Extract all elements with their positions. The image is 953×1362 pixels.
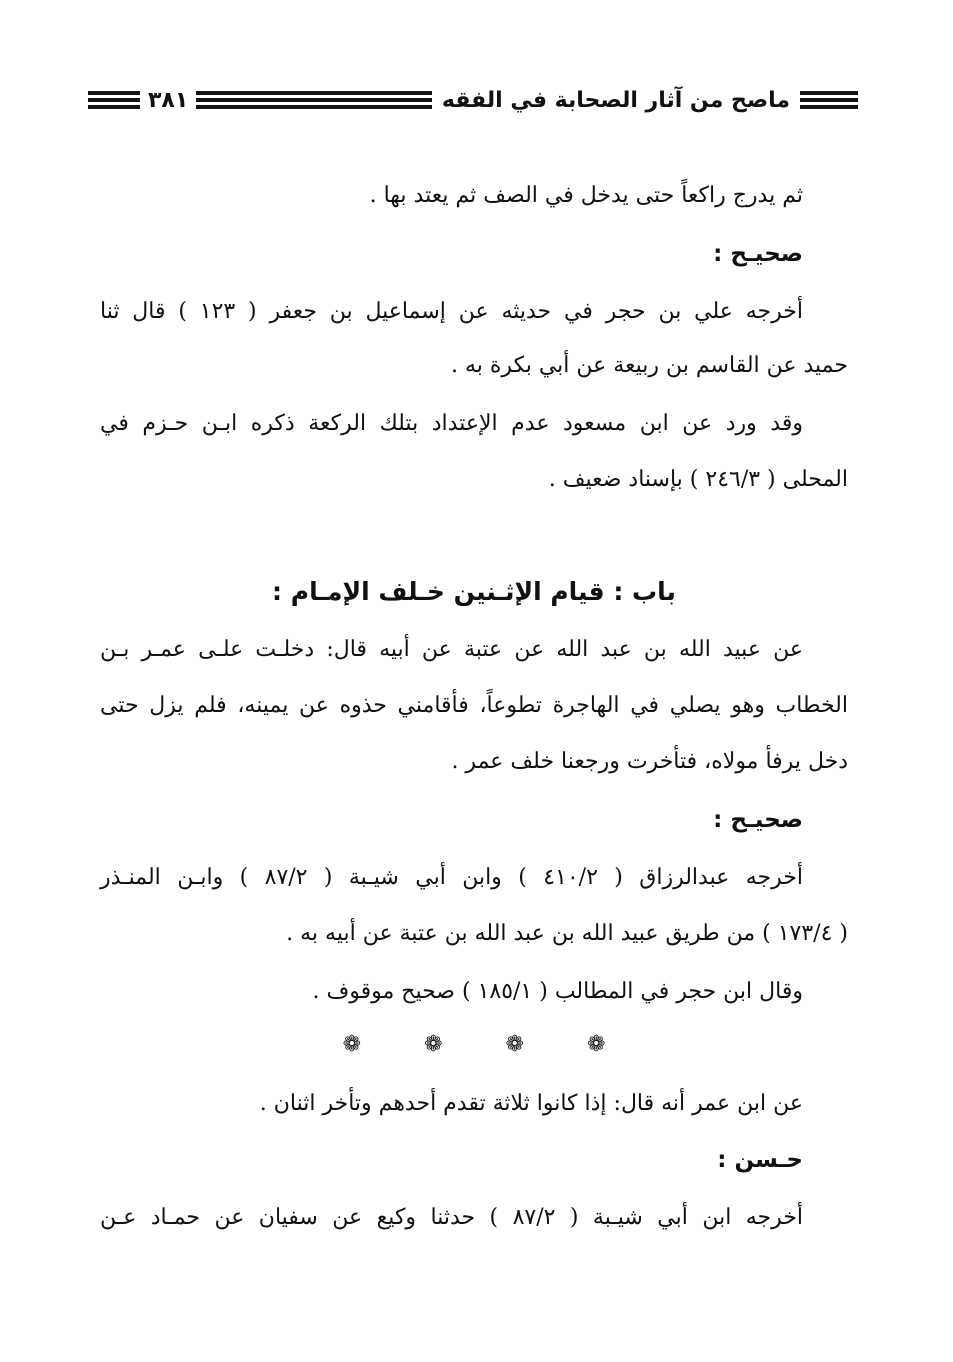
paragraph-line: الخطاب وهو يصلي في الهاجرة تطوعاً، فأقامني حذوه عن يمينه، فلم يزل حتى [100, 693, 848, 718]
paragraph-line: حميد عن القاسم بن ربيعة عن أبي بكرة به . [451, 353, 848, 378]
header-rule-right [800, 91, 858, 109]
paragraph-line: ( ١٧٣/٤ ) من طريق عبيد الله بن عبد الله بن عتبة عن أبيه به . [286, 921, 848, 946]
star-ornament-icon: ❁ [505, 1032, 524, 1057]
page-number: ٣٨١ [148, 87, 189, 113]
grading-heading: صحيـح : [713, 241, 803, 267]
header-rule-left [88, 91, 140, 109]
star-ornament-icon: ❁ [424, 1032, 443, 1057]
grading-heading: حـسن : [717, 1147, 803, 1173]
paragraph-line: عن عبيد الله بن عبد الله عن عتبة عن أبيه قال: دخلـت علـى عمـر بـن [100, 637, 803, 662]
paragraph-line: وقال ابن حجر في المطالب ( ١٨٥/١ ) صحيح موقوف . [312, 979, 803, 1004]
page-header [88, 82, 858, 118]
star-ornament-icon: ❁ [586, 1032, 606, 1057]
running-title: ماصح من آثار الصحابة في الفقه [441, 87, 790, 113]
section-separator [100, 1032, 848, 1057]
star-ornament-icon: ❁ [342, 1032, 362, 1057]
header-rule-middle [196, 91, 432, 109]
chapter-heading: باب : قيام الإثـنين خـلف الإمـام : [272, 577, 676, 606]
paragraph-line: دخل يرفأ مولاه، فتأخرت ورجعنا خلف عمر . [451, 749, 848, 774]
paragraph-line: ثم يدرج راكعاً حتى يدخل في الصف ثم يعتد بها . [369, 183, 803, 208]
paragraph-line: أخرجه عبدالرزاق ( ٤١٠/٢ ) وابن أبي شيـبة ( ٨٧/٢ ) وابـن المنـذر [100, 865, 803, 890]
paragraph-line: أخرجه علي بن حجر في حديثه عن إسماعيل بن جعفر ( ١٢٣ ) قال ثنا [100, 299, 803, 324]
paragraph-line: المحلى ( ٢٤٦/٣ ) بإسناد ضعيف . [548, 467, 848, 492]
paragraph-line: عن ابن عمر أنه قال: إذا كانوا ثلاثة تقدم أحدهم وتأخر اثنان . [259, 1091, 803, 1116]
paragraph-line: وقد ورد عن ابن مسعود عدم الإعتداد بتلك الركعة ذكره ابـن حـزم في [100, 411, 803, 436]
grading-heading: صحيـح : [713, 807, 803, 833]
paragraph-line: أخرجه ابن أبي شيـبة ( ٨٧/٢ ) حدثنا وكيع عن سفيان عن حمـاد عـن [100, 1205, 803, 1230]
